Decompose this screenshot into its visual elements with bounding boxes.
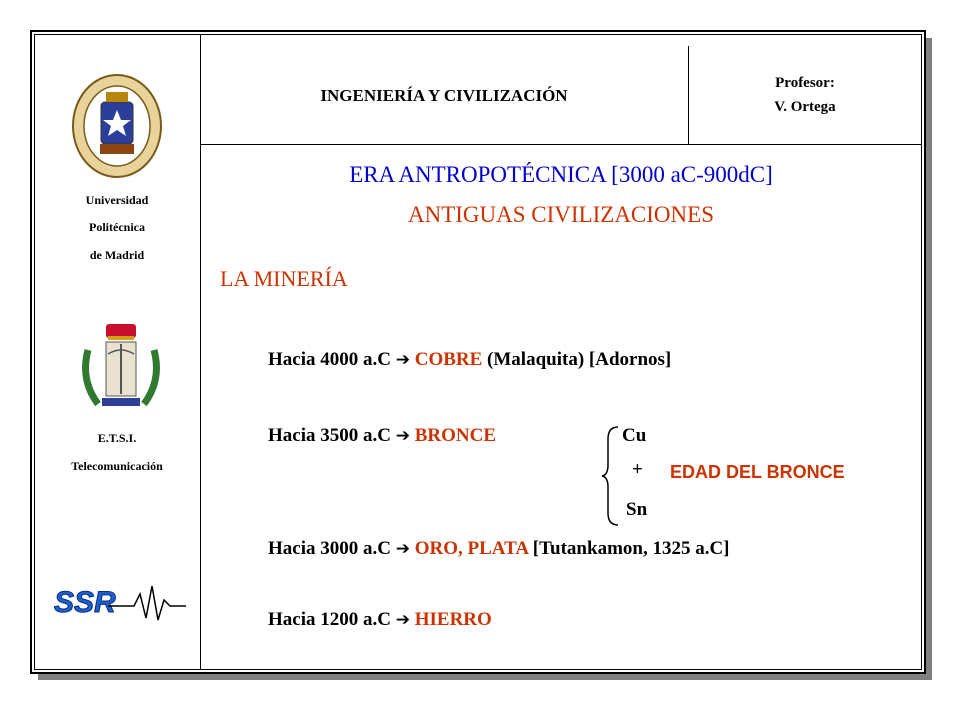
school-line-1: E.T.S.I. bbox=[97, 431, 137, 445]
university-line-2: Politécnica bbox=[89, 220, 145, 234]
alloy-plus: + bbox=[632, 459, 643, 480]
etsit-crest-icon bbox=[76, 320, 166, 412]
arrow-icon: ➔ bbox=[395, 539, 410, 559]
item-date: Hacia 3000 a.C bbox=[268, 538, 391, 559]
item-note: [Tutankamon, 1325 a.C] bbox=[532, 538, 730, 559]
bronze-age-label: EDAD DEL BRONCE bbox=[670, 462, 845, 482]
item-metal: ORO, PLATA bbox=[414, 538, 529, 559]
arrow-icon: ➔ bbox=[395, 350, 410, 370]
header-divider bbox=[200, 144, 922, 145]
item-cobre bbox=[268, 349, 671, 371]
arrow-icon: ➔ bbox=[395, 426, 410, 446]
course-title: INGENIERÍA Y CIVILIZACIÓN bbox=[320, 86, 568, 105]
brace-icon bbox=[600, 425, 622, 527]
item-metal: COBRE bbox=[414, 349, 483, 370]
school-line-2: Telecomunicación bbox=[71, 459, 163, 473]
section-heading: LA MINERÍA bbox=[220, 266, 348, 291]
section-subtitle: ANTIGUAS CIVILIZACIONES bbox=[408, 202, 714, 227]
professor-name: V. Ortega bbox=[774, 99, 836, 115]
item-date: Hacia 4000 a.C bbox=[268, 349, 391, 370]
arrow-icon: ➔ bbox=[395, 610, 410, 630]
university-line-1: Universidad bbox=[85, 193, 149, 207]
item-note: (Malaquita) [Adornos] bbox=[487, 349, 672, 370]
item-hierro bbox=[268, 609, 492, 631]
item-date: Hacia 1200 a.C bbox=[268, 609, 391, 630]
header-professor-divider bbox=[688, 46, 689, 144]
item-metal: BRONCE bbox=[414, 425, 497, 446]
item-bronce bbox=[268, 425, 496, 447]
era-title: ERA ANTROPOTÉCNICA [3000 aC-900dC] bbox=[349, 162, 773, 187]
sidebar-divider bbox=[200, 34, 201, 670]
professor-label: Profesor: bbox=[775, 75, 835, 91]
item-metal: HIERRO bbox=[414, 609, 492, 630]
upm-seal-icon bbox=[70, 72, 164, 180]
university-line-3: de Madrid bbox=[89, 248, 145, 262]
svg-text:SSR: SSR bbox=[54, 586, 116, 619]
alloy-cu: Cu bbox=[622, 425, 647, 446]
item-date: Hacia 3500 a.C bbox=[268, 425, 391, 446]
ssr-logo-icon bbox=[52, 580, 188, 626]
item-oro-plata bbox=[268, 538, 730, 560]
alloy-sn: Sn bbox=[626, 499, 648, 520]
